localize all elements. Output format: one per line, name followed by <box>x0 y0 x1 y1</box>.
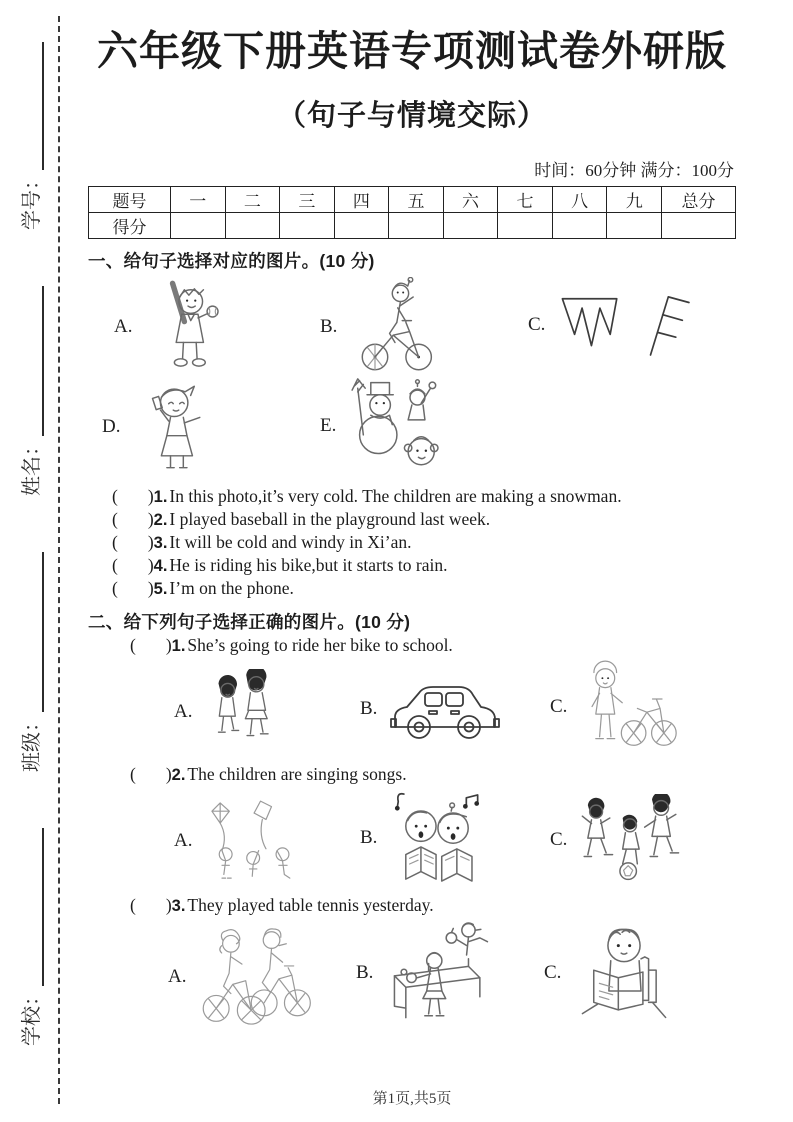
empty-score-cell <box>552 213 607 239</box>
header-cell: 五 <box>389 187 444 213</box>
picture-letter: B. <box>320 316 338 338</box>
option-letter: A. <box>168 966 187 988</box>
class-label: 班级： <box>21 712 43 772</box>
header-cell: 一 <box>171 187 226 213</box>
question-number: 5. <box>153 580 168 599</box>
picture-E <box>320 377 448 475</box>
name-label: 姓名： <box>21 436 43 496</box>
empty-score-cell <box>389 213 444 239</box>
page-subtitle: （句子与情境交际） <box>276 100 547 133</box>
answer-paren-open: ( <box>112 486 118 507</box>
empty-score-cell <box>334 213 389 239</box>
header-cell: 八 <box>552 187 607 213</box>
answer-paren-close: ) <box>165 895 172 916</box>
picture-D <box>102 379 224 475</box>
option-letter: B. <box>360 827 378 849</box>
answer-paren-close: ) <box>147 486 154 507</box>
empty-score-cell <box>171 213 226 239</box>
children-flying-kites-illustration <box>200 796 310 886</box>
boy-baseball-illustration <box>140 277 236 377</box>
picture-letter: C. <box>528 314 546 336</box>
option-B <box>356 917 499 1029</box>
question-row <box>88 485 736 508</box>
picture-C <box>528 287 703 363</box>
question-text: It will be cold and windy in Xi’an. <box>169 532 412 553</box>
score-row-label: 得分 <box>89 213 171 239</box>
picture-B <box>320 277 445 377</box>
question-number: 3. <box>153 534 168 553</box>
question-row <box>88 894 736 917</box>
answer-paren-close: ) <box>165 764 172 785</box>
class-blank-line <box>16 552 44 712</box>
two-children-riding-bikes-illustration <box>194 925 314 1029</box>
car-illustration <box>385 673 505 745</box>
girl-on-phone-illustration <box>128 379 224 475</box>
answer-paren-close: ) <box>147 555 154 576</box>
answer-paren-open: ( <box>112 532 118 553</box>
picture-letter: D. <box>102 416 121 438</box>
score-table-score-row <box>89 213 736 239</box>
option-letter: B. <box>356 962 374 984</box>
answer-paren-close: ) <box>165 635 172 656</box>
option-A <box>174 796 310 886</box>
name-blank-line <box>16 286 44 436</box>
question-number: 2. <box>171 766 186 785</box>
question-text: He is riding his bike,but it starts to rain. <box>169 555 448 576</box>
question-row <box>88 508 736 531</box>
empty-score-cell <box>662 213 736 239</box>
header-cell: 三 <box>280 187 335 213</box>
question-text: She’s going to ride her bike to school. <box>187 635 453 656</box>
option-B <box>360 788 489 888</box>
option-A <box>174 669 284 755</box>
question-row <box>88 634 736 657</box>
option-letter: C. <box>550 829 568 851</box>
answer-paren-close: ) <box>147 509 154 530</box>
answer-paren-close: ) <box>147 532 154 553</box>
option-C <box>550 657 679 757</box>
empty-score-cell <box>443 213 498 239</box>
table-tennis-illustration <box>381 917 499 1029</box>
empty-score-cell <box>607 213 662 239</box>
girl-with-bike-illustration <box>575 657 679 757</box>
student-id-label: 学号： <box>21 170 43 230</box>
score-table-header-row <box>89 187 736 213</box>
question-row <box>88 554 736 577</box>
empty-score-cell <box>498 213 553 239</box>
answer-paren-open: ( <box>130 895 136 916</box>
answer-paren-open: ( <box>112 578 118 599</box>
option-C <box>544 921 679 1025</box>
question-row <box>88 531 736 554</box>
question-text: The children are singing songs. <box>187 764 407 785</box>
question-text: I’m on the phone. <box>169 578 294 599</box>
question-number: 1. <box>171 637 186 656</box>
question-text: I played baseball in the playground last week. <box>169 509 491 530</box>
question-row <box>88 577 736 600</box>
option-letter: A. <box>174 701 193 723</box>
answer-paren-open: ( <box>112 509 118 530</box>
section2-q3-options <box>88 917 736 1039</box>
option-letter: C. <box>550 696 568 718</box>
section1-picture-row-2 <box>88 377 736 477</box>
picture-letter: A. <box>114 316 133 338</box>
header-cell: 总分 <box>662 187 736 213</box>
question-number: 2. <box>153 511 168 530</box>
class-field <box>15 552 44 772</box>
option-letter: A. <box>174 830 193 852</box>
empty-score-cell <box>225 213 280 239</box>
answer-paren-open: ( <box>130 764 136 785</box>
page-title: 六年级下册英语专项测试卷外研版 <box>97 28 727 74</box>
school-label: 学校： <box>21 986 43 1046</box>
header-cell: 六 <box>443 187 498 213</box>
option-C <box>550 794 685 886</box>
section2-q2-options <box>88 786 736 894</box>
section1-picture-row-1 <box>88 273 736 377</box>
binding-dashed-line <box>58 16 60 1104</box>
student-info-sidebar <box>14 36 44 1046</box>
children-making-snowman-illustration <box>344 377 448 475</box>
option-B <box>360 673 505 745</box>
answer-paren-close: ) <box>147 578 154 599</box>
option-A <box>168 925 314 1029</box>
question-number: 4. <box>153 557 168 576</box>
question-row <box>88 763 736 786</box>
time-score-info: 时间：60分钟 满分：100分 <box>534 161 734 181</box>
option-letter: B. <box>360 698 378 720</box>
walking-children-illustration <box>200 669 284 755</box>
section2-heading: 二、给下列句子选择正确的图片。(10 分) <box>88 612 411 633</box>
picture-A <box>114 277 236 377</box>
school-blank-line <box>16 828 44 986</box>
header-cell: 四 <box>334 187 389 213</box>
name-field <box>15 286 44 496</box>
student-id-blank-line <box>16 42 44 170</box>
section1-heading: 一、给句子选择对应的图片。(10 分) <box>88 251 375 272</box>
section1-questions <box>88 485 736 600</box>
question-text: They played table tennis yesterday. <box>187 895 434 916</box>
header-cell: 九 <box>607 187 662 213</box>
header-cell: 二 <box>225 187 280 213</box>
page-number: 第1页,共5页 <box>372 1091 452 1107</box>
cold-windy-weather-symbols <box>553 287 703 363</box>
child-riding-bike-illustration <box>345 277 445 377</box>
score-table <box>88 186 736 239</box>
student-id-field <box>15 42 44 230</box>
question-number: 1. <box>153 488 168 507</box>
question-number: 3. <box>171 897 186 916</box>
option-letter: C. <box>544 962 562 984</box>
header-cell: 七 <box>498 187 553 213</box>
singing-children-illustration <box>385 788 489 888</box>
children-playing-football-illustration <box>575 794 685 886</box>
school-field <box>15 828 44 1046</box>
boy-reading-book-illustration <box>569 921 679 1025</box>
answer-paren-open: ( <box>130 635 136 656</box>
section2-q1-options <box>88 657 736 763</box>
empty-score-cell <box>280 213 335 239</box>
header-cell: 题号 <box>89 187 171 213</box>
answer-paren-open: ( <box>112 555 118 576</box>
question-text: In this photo,it’s very cold. The children are making a snowman. <box>169 486 622 507</box>
picture-letter: E. <box>320 415 337 437</box>
